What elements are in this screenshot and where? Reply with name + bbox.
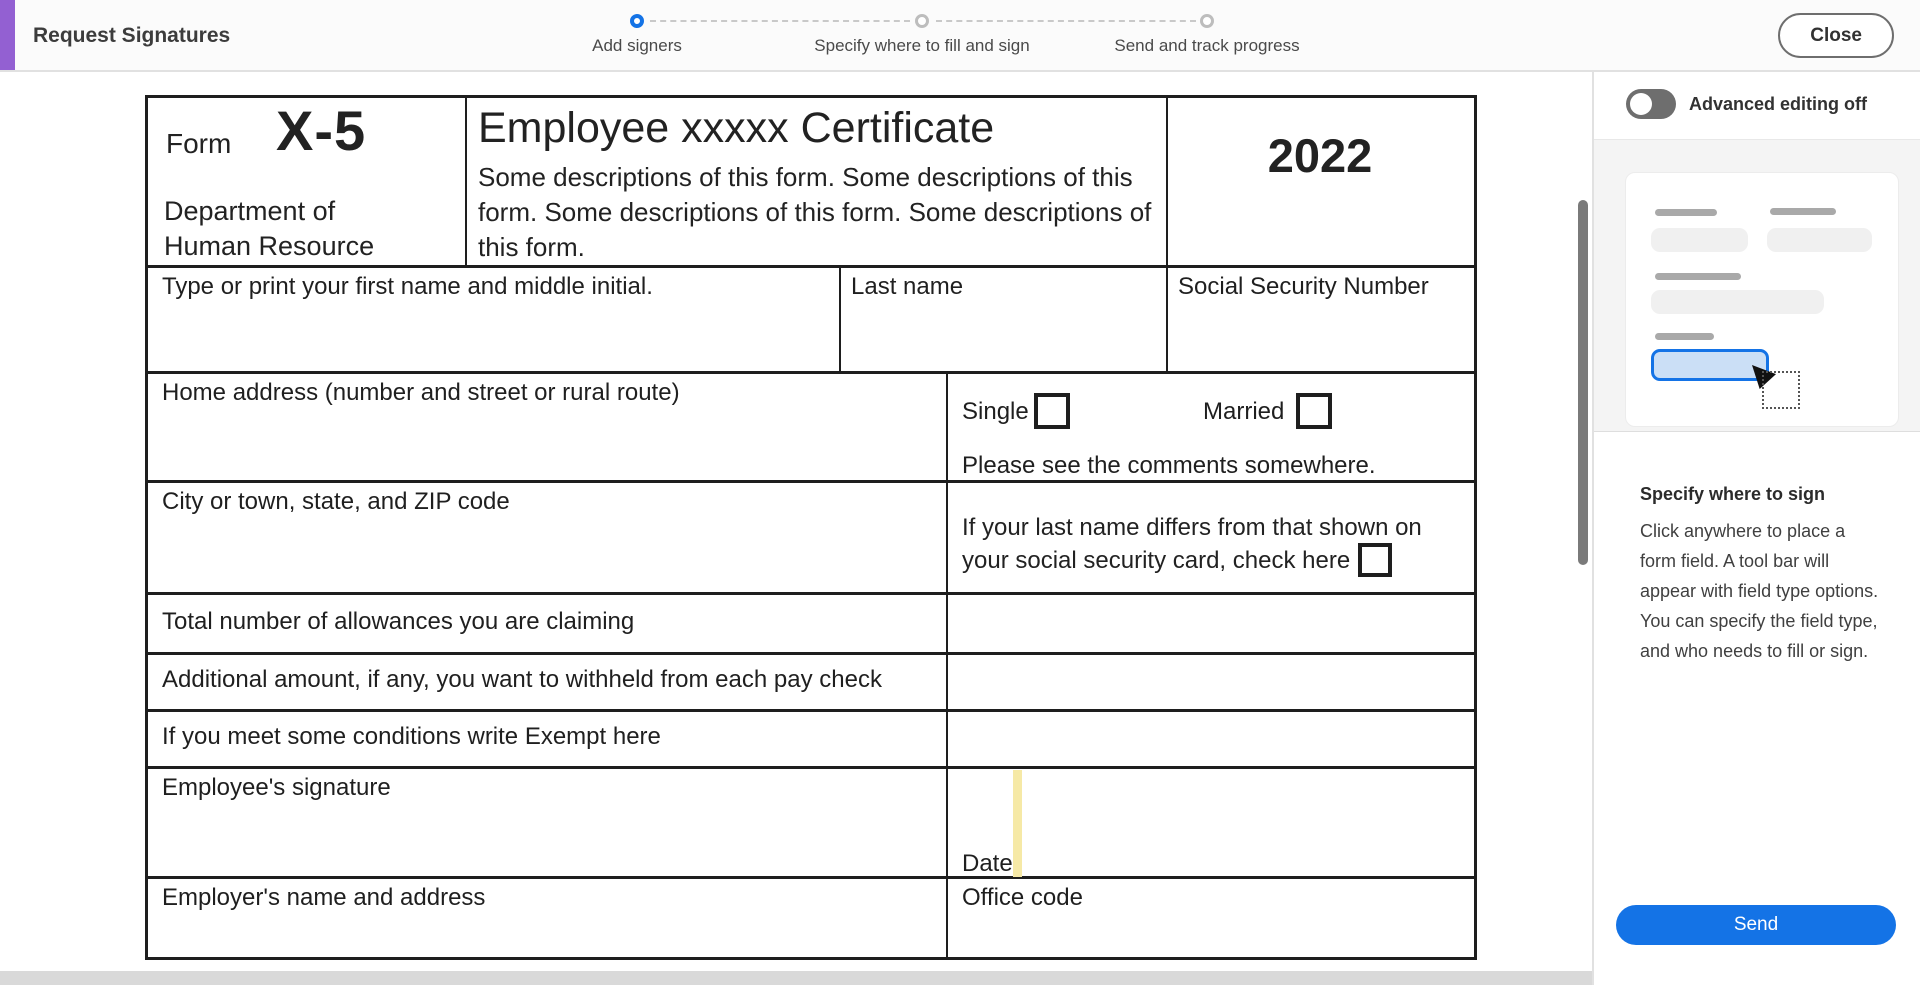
document-description: Some descriptions of this form. Some descriptions of this form. Some descriptions of this form. Some descriptions of this form.: [478, 162, 1152, 262]
exempt-label: If you meet some conditions write Exempt here: [162, 723, 661, 750]
ssn-label: Social Security Number: [1178, 273, 1429, 300]
form-word-label: Form: [166, 128, 232, 159]
form-year: 2022: [1267, 129, 1373, 182]
skeleton-label-bar: [1655, 333, 1714, 340]
stepper-connector: [650, 20, 910, 22]
send-button[interactable]: Send: [1616, 905, 1896, 945]
married-checkbox[interactable]: [1296, 393, 1332, 429]
document-page[interactable]: [145, 95, 1477, 960]
table-line: [465, 98, 467, 265]
table-line: [839, 265, 841, 371]
placement-target-box: [1762, 371, 1800, 409]
table-line: [148, 480, 1474, 483]
allowances-label: Total number of allowances you are claiming: [162, 608, 635, 635]
top-bar: [0, 0, 1920, 72]
name-differs-checkbox[interactable]: [1358, 543, 1392, 577]
table-line: [148, 766, 1474, 769]
department-label: Department of Human Resource: [164, 196, 375, 261]
table-line: [148, 265, 1474, 268]
single-label: Single: [962, 398, 1029, 425]
home-address-label: Home address (number and street or rural route): [162, 379, 680, 406]
instructions-body: Click anywhere to place a form field. A tool bar will appear with field type options. You can specify the field type, and who needs to fill or sign.: [1640, 521, 1879, 661]
employer-label: Employer's name and address: [162, 884, 486, 911]
page-title: Request Signatures: [33, 24, 231, 47]
step-label-send: Send and track progress: [1114, 36, 1300, 55]
comments-note: Please see the comments somewhere.: [962, 452, 1376, 479]
table-line: [148, 709, 1474, 712]
last-name-label: Last name: [851, 273, 964, 300]
skeleton-label-bar: [1770, 208, 1836, 215]
date-label: Date: [962, 850, 1013, 877]
skeleton-label-bar: [1655, 273, 1741, 280]
stepper-connector: [936, 20, 1196, 22]
document-canvas: [0, 72, 1592, 985]
step-dot-add-signers: [630, 14, 644, 28]
single-checkbox[interactable]: [1034, 393, 1070, 429]
document-title: Employee xxxxx Certificate: [478, 104, 995, 152]
table-line: [148, 592, 1474, 595]
field-preview-section: [1594, 139, 1920, 432]
active-field-preview: [1651, 349, 1769, 381]
step-label-add-signers: Add signers: [592, 36, 682, 55]
additional-amount-label: Additional amount, if any, you want to withheld from each pay check: [162, 666, 882, 693]
married-label: Married: [1203, 398, 1285, 425]
skeleton-field: [1767, 228, 1872, 252]
office-code-label: Office code: [962, 884, 1083, 911]
vertical-scrollbar[interactable]: [1578, 200, 1588, 565]
skeleton-field: [1651, 228, 1748, 252]
right-panel: [1592, 72, 1920, 985]
field-placement-caret: [1013, 770, 1022, 877]
name-differs-note: If your last name differs from that shown on your social security card, check here: [962, 513, 1452, 577]
table-line: [946, 371, 948, 957]
city-label: City or town, state, and ZIP code: [162, 488, 510, 515]
page-gap: [0, 971, 1592, 985]
close-button[interactable]: Close: [1778, 13, 1894, 58]
advanced-editing-toggle[interactable]: [1626, 89, 1676, 119]
form-number: X-5: [276, 99, 367, 162]
skeleton-label-bar: [1655, 209, 1717, 216]
step-dot-specify: [915, 14, 929, 28]
app-accent-bar: [0, 0, 15, 70]
table-line: [148, 652, 1474, 655]
step-dot-send: [1200, 14, 1214, 28]
toggle-knob: [1630, 93, 1652, 115]
advanced-editing-label: Advanced editing off: [1689, 94, 1868, 114]
table-line: [148, 371, 1474, 374]
employee-signature-label: Employee's signature: [162, 774, 391, 801]
step-label-specify: Specify where to fill and sign: [814, 36, 1030, 55]
instructions-title: Specify where to sign: [1640, 484, 1826, 504]
table-line: [148, 876, 1474, 879]
skeleton-field: [1651, 290, 1824, 314]
first-name-label: Type or print your first name and middle initial.: [162, 273, 653, 300]
field-preview-card: [1625, 172, 1899, 427]
